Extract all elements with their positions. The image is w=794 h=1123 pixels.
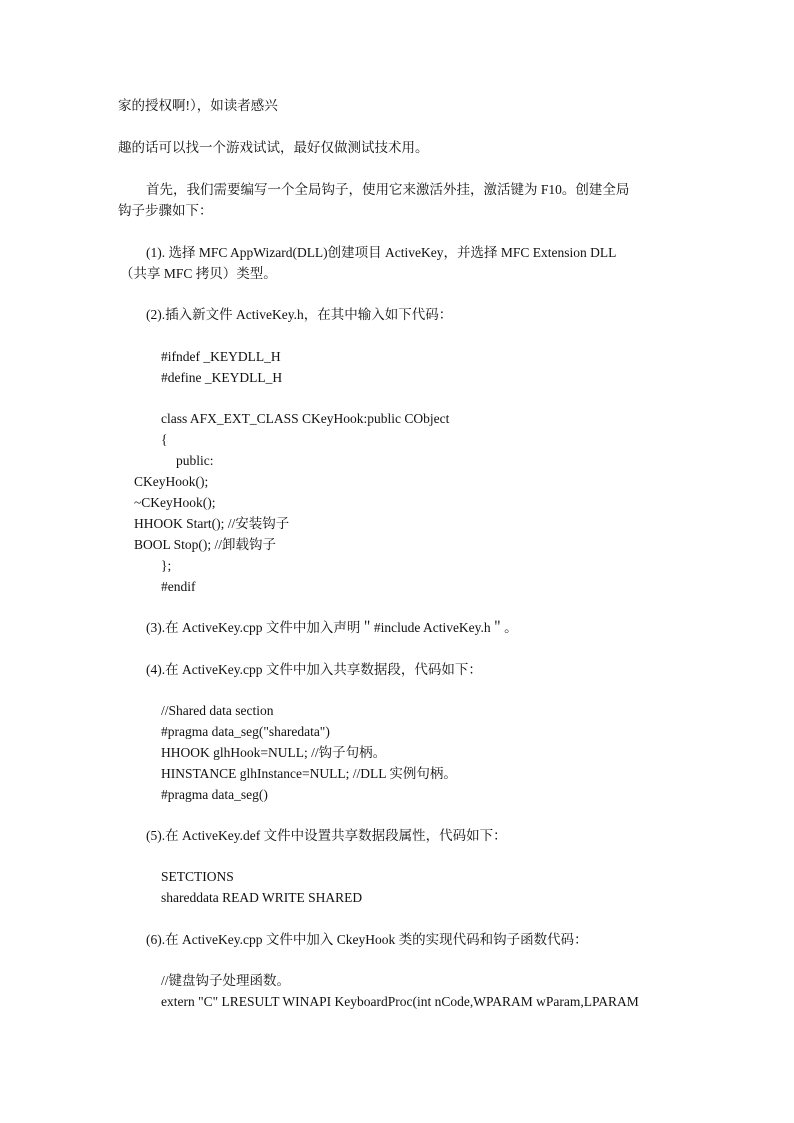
code-line: HHOOK Start(); //安装钩子 (134, 516, 290, 531)
text-line: (4).在 ActiveKey.cpp 文件中加入共享数据段，代码如下： (146, 662, 482, 677)
code-line: //Shared data section (161, 703, 274, 718)
text-line: 首先，我们需要编写一个全局钩子，使用它来激活外挂，激活键为 F10。创建全局 (146, 182, 630, 197)
code-line: #pragma data_seg("sharedata") (161, 724, 330, 739)
code-line: shareddata READ WRITE SHARED (161, 890, 363, 905)
text-line: (1). 选择 MFC AppWizard(DLL)创建项目 ActiveKey，并选择 MFC Extension DLL (146, 245, 617, 260)
code-line: //键盘钩子处理函数。 (161, 973, 291, 988)
code-line: HINSTANCE glhInstance=NULL; //DLL 实例句柄。 (161, 766, 457, 781)
code-line: extern "C" LRESULT WINAPI KeyboardProc(int nCode,WPARAM wParam,LPARAM (161, 994, 639, 1009)
code-line: #pragma data_seg() (161, 787, 268, 802)
text-line: (5).在 ActiveKey.def 文件中设置共享数据段属性，代码如下： (146, 828, 507, 843)
code-line: #ifndef _KEYDLL_H (161, 349, 281, 364)
text-line: 趣的话可以找一个游戏试试，最好仅做测试技术用。 (118, 140, 429, 155)
text-line: （共享 MFC 拷贝）类型。 (120, 266, 277, 281)
code-line: }; (161, 558, 172, 573)
code-line: public: (176, 453, 214, 468)
code-line: ~CKeyHook(); (134, 495, 216, 510)
code-line: #endif (161, 579, 196, 594)
code-line: SETCTIONS (161, 869, 234, 884)
text-line: 家的授权啊!），如读者感兴 (118, 98, 278, 113)
code-line: #define _KEYDLL_H (161, 370, 283, 385)
code-line: HHOOK glhHook=NULL; //钩子句柄。 (161, 745, 387, 760)
code-line: class AFX_EXT_CLASS CKeyHook:public CObject (161, 411, 450, 426)
text-line: (6).在 ActiveKey.cpp 文件中加入 CkeyHook 类的实现代码和钩子函数代码： (146, 932, 588, 947)
text-line: (2).插入新文件 ActiveKey.h，在其中输入如下代码： (146, 307, 453, 322)
text-line: (3).在 ActiveKey.cpp 文件中加入声明＂#include ActiveKey.h＂。 (146, 620, 518, 635)
text-line: 钩子步骤如下： (118, 203, 213, 218)
code-line: { (161, 432, 168, 447)
code-line: CKeyHook(); (134, 474, 209, 489)
code-line: BOOL Stop(); //卸载钩子 (134, 537, 277, 552)
